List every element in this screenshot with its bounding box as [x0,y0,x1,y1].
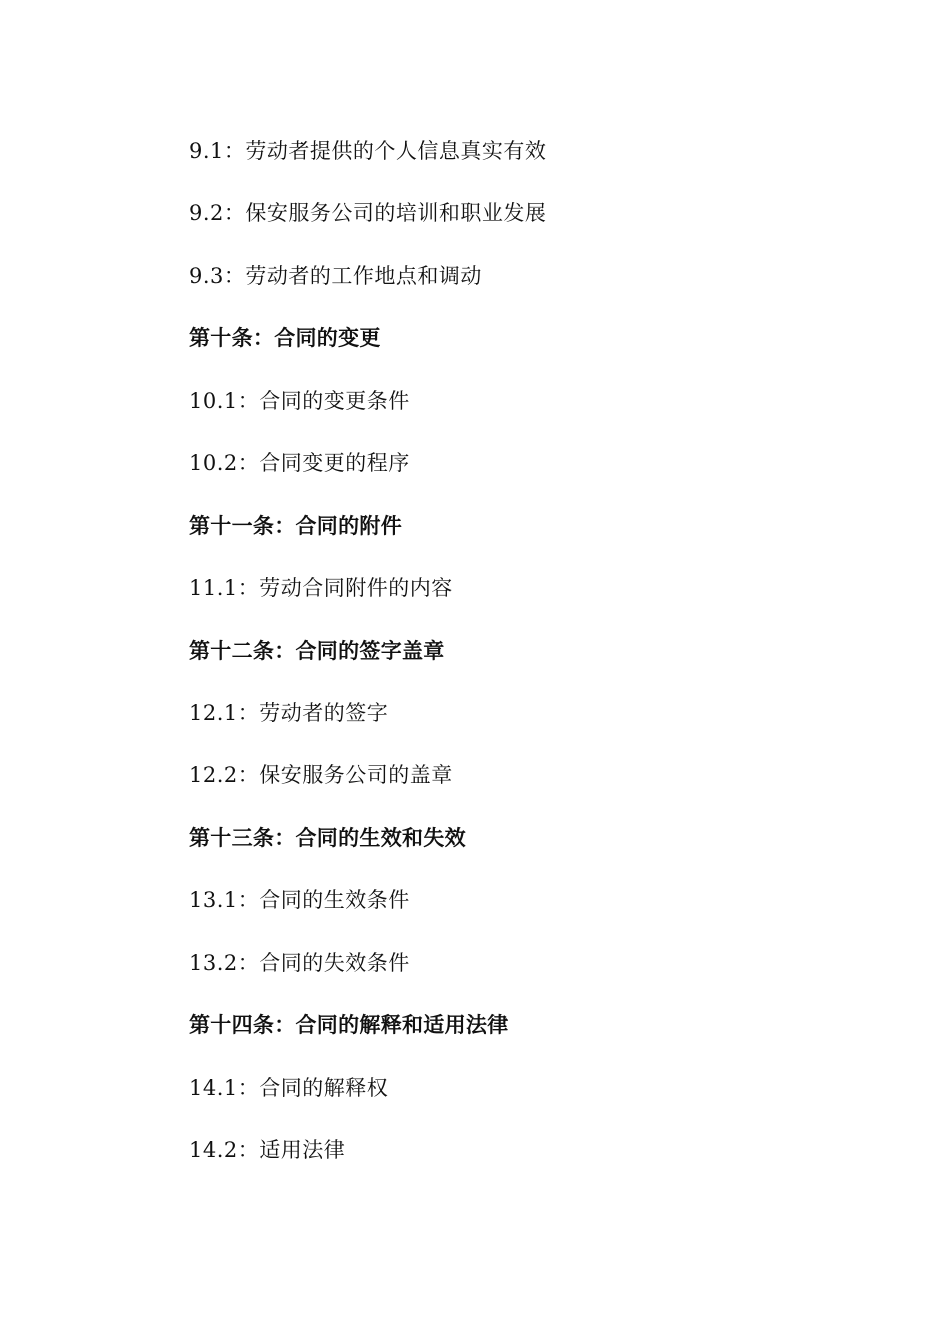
article-13-heading: 第十三条：合同的生效和失效 [189,826,466,850]
clause-9-2: 9.2：保安服务公司的培训和职业发展 [189,201,547,225]
article-11-heading: 第十一条：合同的附件 [189,514,402,538]
clause-11-1: 11.1：劳动合同附件的内容 [189,576,453,600]
clause-9-3: 9.3：劳动者的工作地点和调动 [189,264,482,288]
clause-13-1: 13.1：合同的生效条件 [189,888,410,912]
clause-10-2: 10.2：合同变更的程序 [189,451,410,475]
clause-10-1: 10.1：合同的变更条件 [189,389,410,413]
clause-14-1: 14.1：合同的解释权 [189,1076,389,1100]
article-14-heading: 第十四条：合同的解释和适用法律 [189,1013,509,1037]
article-12-heading: 第十二条：合同的签字盖章 [189,639,445,663]
article-10-heading: 第十条：合同的变更 [189,326,381,350]
clause-13-2: 13.2：合同的失效条件 [189,951,410,975]
clause-9-1: 9.1：劳动者提供的个人信息真实有效 [189,139,547,163]
clause-12-2: 12.2：保安服务公司的盖章 [189,763,453,787]
clause-12-1: 12.1：劳动者的签字 [189,701,389,725]
clause-14-2: 14.2：适用法律 [189,1138,346,1162]
